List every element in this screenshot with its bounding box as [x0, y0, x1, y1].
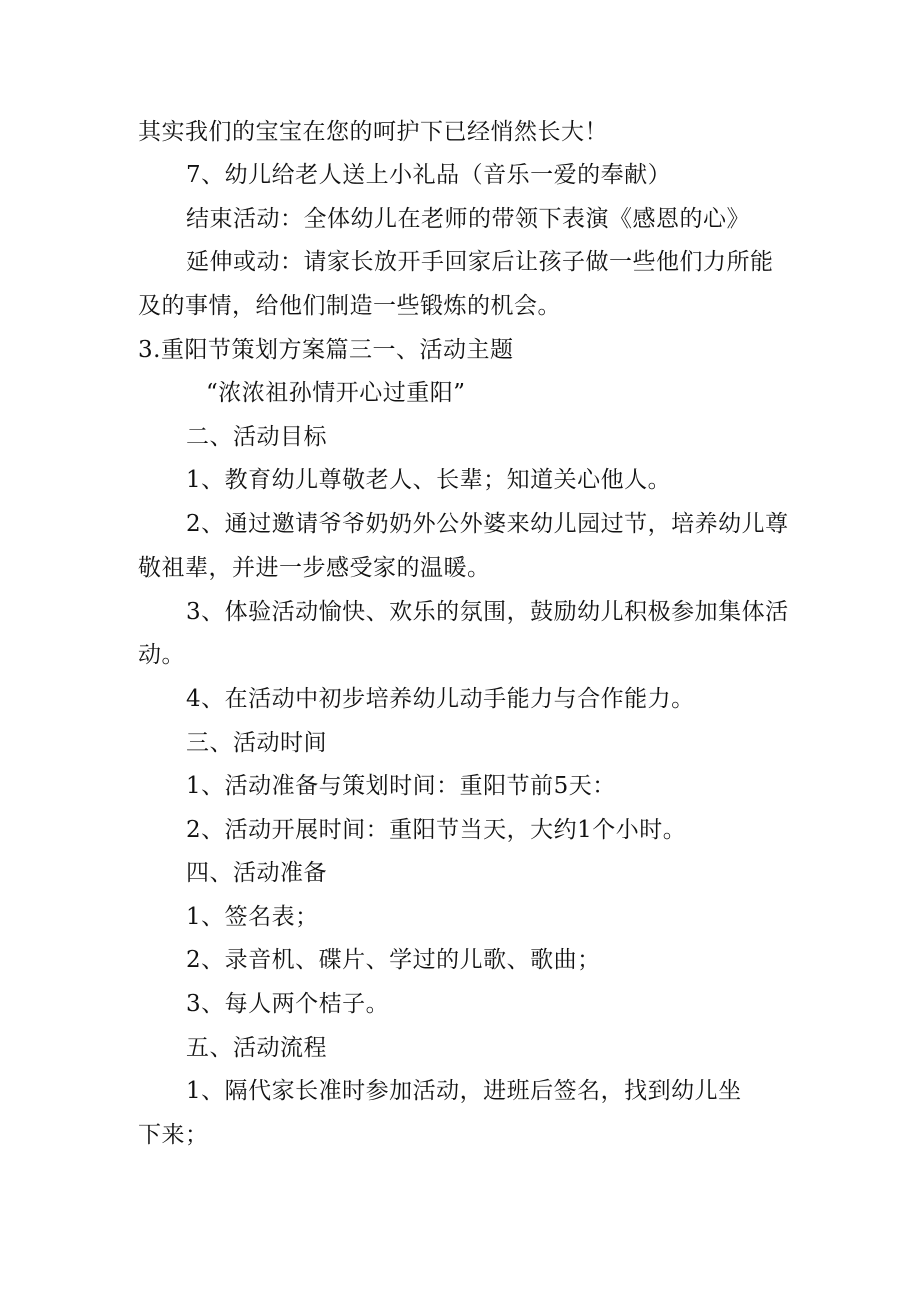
- section-heading: 3.重阳节策划方案篇三一、活动主题: [138, 337, 514, 363]
- text-line: 3、体验活动愉快、欢乐的氛围，鼓励幼儿积极参加集体活: [186, 599, 789, 625]
- text-line: 2、录音机、碟片、学过的儿歌、歌曲；: [186, 947, 601, 973]
- text-line: 3、每人两个桔子。: [186, 991, 390, 1017]
- section-heading: 五、活动流程: [186, 1035, 327, 1061]
- text-line: 7、幼儿给老人送上小礼品（音乐一爱的奉献）: [186, 162, 672, 188]
- text-line: 下来；: [138, 1122, 209, 1148]
- text-line: 结束活动：全体幼儿在老师的带领下表演《感恩的心》: [186, 206, 750, 232]
- text-line: 1、隔代家长准时参加活动，进班后签名，找到幼儿坐: [186, 1078, 742, 1104]
- section-heading: 三、活动时间: [186, 730, 327, 756]
- text-line: 1、活动准备与策划时间：重阳节前5天：: [186, 773, 616, 799]
- text-line: 及的事情，给他们制造一些锻炼的机会。: [138, 293, 561, 319]
- text-line: 4、在活动中初步培养幼儿动手能力与合作能力。: [186, 686, 695, 712]
- text-line: 动。: [138, 642, 185, 668]
- section-heading: 二、活动目标: [186, 424, 327, 450]
- text-line: 敬祖辈，并进一步感受家的温暖。: [138, 555, 491, 581]
- text-line: 其实我们的宝宝在您的呵护下已经悄然长大！: [138, 119, 608, 145]
- text-line: 2、通过邀请爷爷奶奶外公外婆来幼儿园过节，培养幼儿尊: [186, 511, 789, 537]
- text-line: 2、活动开展时间：重阳节当天，大约1个小时。: [186, 817, 687, 843]
- activity-theme: “浓浓祖孙情开心过重阳”: [206, 380, 466, 406]
- text-line: 延伸或动：请家长放开手回家后让孩子做一些他们力所能: [186, 249, 774, 275]
- text-line: 1、签名表；: [186, 904, 319, 930]
- text-line: 1、教育幼儿尊敬老人、长辈；知道关心他人。: [186, 467, 672, 493]
- section-heading: 四、活动准备: [186, 860, 327, 886]
